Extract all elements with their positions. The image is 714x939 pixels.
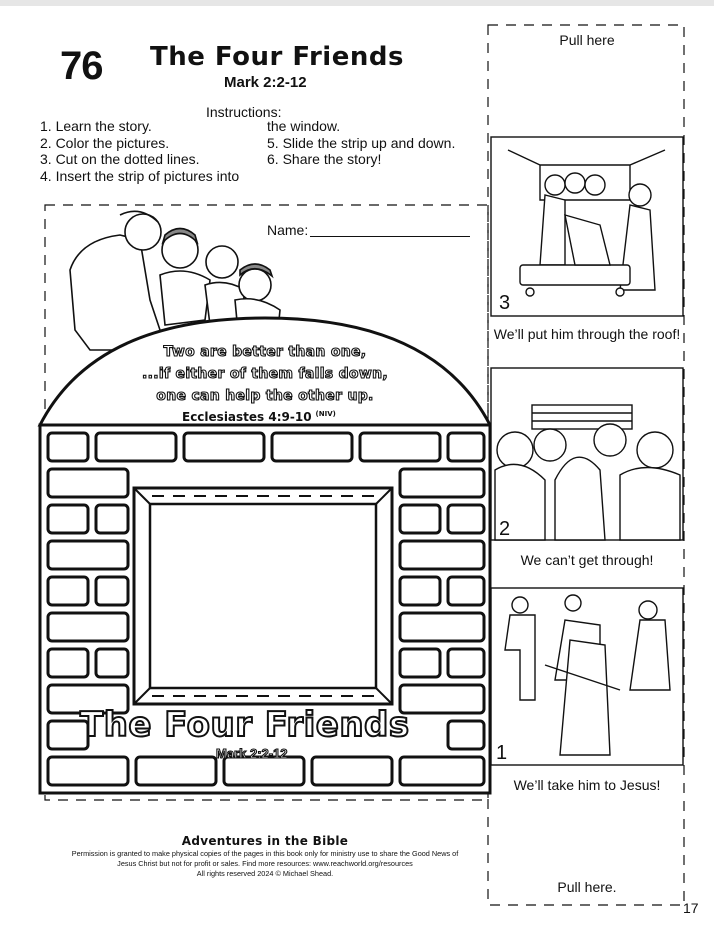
pull-here-top: Pull here (559, 32, 615, 48)
instruction-line: 5. Slide the strip up and down. (267, 134, 456, 151)
name-label: Name: (267, 222, 309, 238)
panel-number: 1 (496, 742, 508, 764)
page-number: 76 (60, 44, 103, 88)
verse-reference-block (182, 410, 336, 424)
instruction-line: 2. Color the pictures. (40, 134, 170, 151)
instruction-line: 1. Learn the story. (40, 118, 152, 134)
verse-reference: Ecclesiastes 4:9-10 (182, 410, 312, 424)
instruction-line: 3. Cut on the dotted lines. (40, 151, 200, 167)
footer-line: Permission is granted to make physical copies of the pages in this book only for ministry use to share the Good News of (71, 849, 459, 858)
pull-here-bottom: Pull here. (557, 879, 617, 895)
panel-number: 2 (499, 518, 511, 540)
name-line (310, 236, 470, 237)
instruction-line: the window. (267, 118, 341, 134)
instruction-line: 4. Insert the strip of pictures into (40, 167, 240, 184)
footer-line: Jesus Christ but not for profit or sales. Find more resources: www.reachworld.org/resources (117, 859, 413, 868)
instruction-line: 6. Share the story! (267, 151, 382, 167)
page-corner-number: 17 (683, 900, 699, 916)
footer-title: Adventures in the Bible (181, 834, 349, 848)
strip-panel-1 (491, 588, 683, 765)
name-field (267, 222, 470, 238)
frame-title: The Four Friends (80, 705, 410, 745)
verse-line: one can help the other up. (156, 388, 374, 404)
panel-caption: We can’t get through! (520, 552, 654, 568)
strip-panel-3 (491, 137, 683, 316)
verse-line: ...if either of them falls down, (142, 366, 388, 382)
window-frame (134, 488, 392, 704)
instructions-heading: Instructions: (206, 104, 282, 120)
verse-version: (NIV) (315, 410, 336, 418)
frame-reference: Mark 2:2-12 (216, 746, 288, 761)
verse-line: Two are better than one, (163, 344, 367, 360)
footer-line: All rights reserved 2024 © Michael Shead. (196, 869, 334, 878)
panel-caption: We’ll put him through the roof! (493, 326, 681, 342)
panel-number: 3 (499, 292, 511, 314)
lesson-reference: Mark 2:2-12 (224, 74, 307, 91)
panel-caption: We’ll take him to Jesus! (513, 777, 661, 793)
lesson-title: The Four Friends (150, 42, 404, 72)
